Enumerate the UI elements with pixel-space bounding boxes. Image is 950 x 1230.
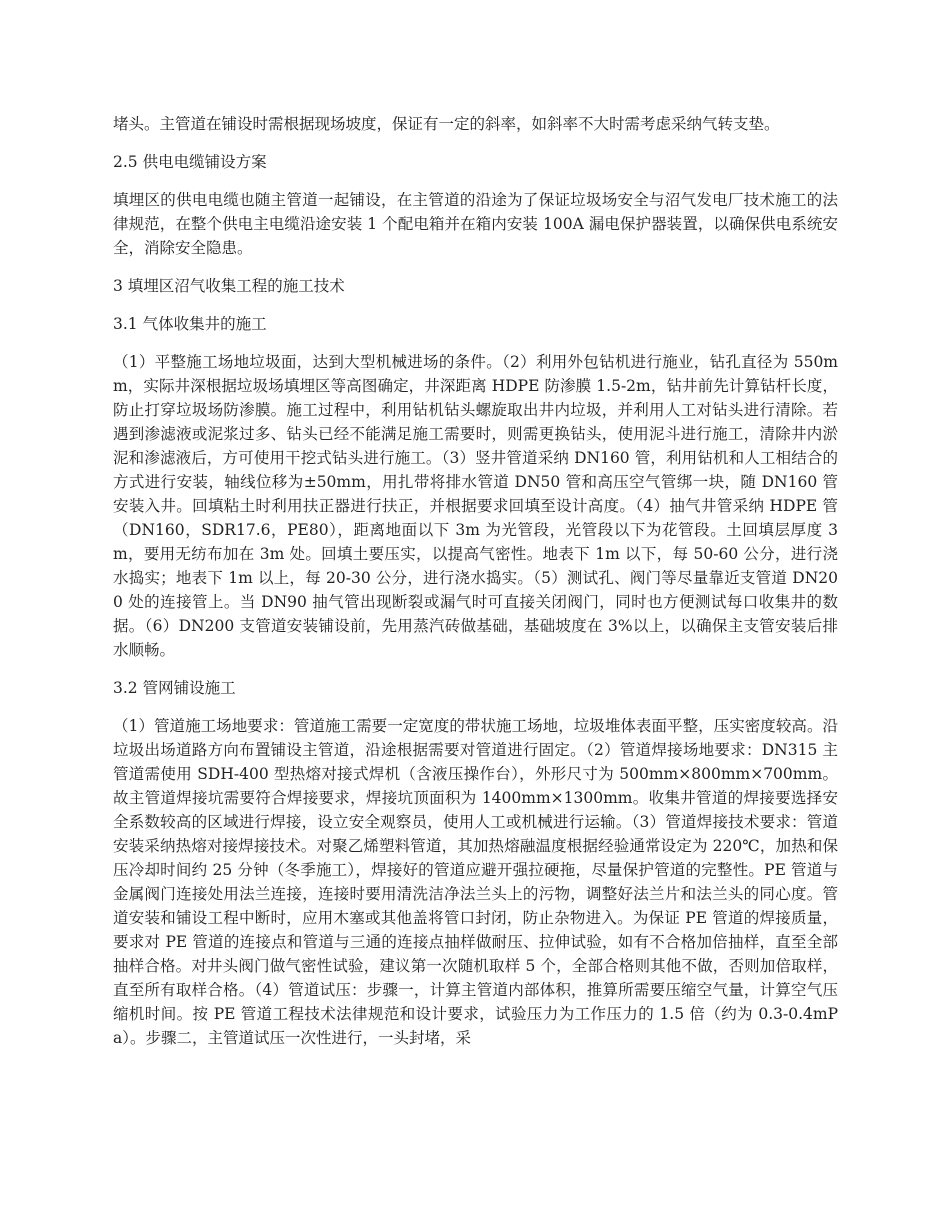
heading-3: 3 填埋区沼气收集工程的施工技术 <box>113 277 345 295</box>
para-pipe-network-construction: （1）管道施工场地要求：管道施工需要一定宽度的带状施工场地，垃圾堆体表面平整，压实密度较高。沿垃圾出场道路方向布置铺设主管道，沿途根据需要对管道进行固定。（2）管道焊接场地要求：DN315 主管道需使用 SDH-400 型热熔对接式焊机（含液压操作台），外形尺寸为 500mm×800mm×700mm。故主管道焊接坑需要符合焊接要求，焊接坑顶面积为 1400mm×1300mm。收集井管道的焊接要选择安全系数较高的区域进行焊接，设立安全观察员，使用人工或机械进行运输。（3）管道焊接技术要求：管道安装采纳热熔对接焊接技术。对聚乙烯塑料管道，其加热熔融温度根据经验通常设定为 220℃，加热和保压冷却时间约 25 分钟（冬季施工），焊接好的管道应避开强拉硬拖，尽量保护管道的完整性。PE 管道与金属阀门连接处用法兰连接，连接时要用清洗洁净法兰头上的污物，调整好法兰片和法兰头的同心度。管道安装和铺设工程中断时，应用木塞或其他盖将管口封闭，防止杂物进入。为保证 PE 管道的焊接质量，要求对 PE 管道的连接点和管道与三通的连接点抽样做耐压、拉伸试验，如有不合格加倍抽样，直至全部抽样合格。对井头阀门做气密性试验，建议第一次随机取样 5 个，全部合格则其他不做，否则加倍取样，直至所有取样合格。（4）管道试压：步骤一，计算主管道内部体积，推算所需要压缩空气量，计算空气压缩机时间。按 PE 管道工程技术法律规范和设计要求，试验压力为工作压力的 1.5 倍（约为 0.3-0.4mPa）。步骤二，主管道试压一次性进行，一头封堵，采 <box>113 717 838 1047</box>
heading-2-5: 2.5 供电电缆铺设方案 <box>113 153 267 171</box>
heading-3-2: 3.2 管网铺设施工 <box>113 679 236 697</box>
para-gas-well-construction: （1）平整施工场地垃圾面，达到大型机械进场的条件。（2）利用外包钻机进行施业，钻孔直径为 550mm，实际井深根据垃圾场填埋区等高图确定，井深距离 HDPE 防渗膜 1.5-2m，钻井前先计算钻杆长度，防止打穿垃圾场防渗膜。施工过程中，利用钻机钻头螺旋取出井内垃圾，并利用人工对钻头进行清除。若遇到渗滤液或泥浆过多、钻头已经不能满足施工需要时，则需更换钻头，使用泥斗进行施工，清除井内淤泥和渗滤液后，方可使用干挖式钻头进行施工。（3）竖井管道采纳 DN160 管，利用钻机和人工相结合的方式进行安装，轴线位移为±50mm，用扎带将排水管道 DN50 管和高压空气管绑一块，随 DN160 管安装入井。回填粘土时利用扶正器进行扶正，并根据要求回填至设计高度。（4）抽气井管采纳 HDPE 管（DN160，SDR17.6，PE80），距离地面以下 3m 为光管段，光管段以下为花管段。土回填层厚度 3m，要用无纺布加在 3m 处。回填土要压实，以提高气密性。地表下 1m 以下，每 50-60 公分，进行浇水捣实；地表下 1m 以上，每 20-30 公分，进行浇水捣实。（5）测试孔、阀门等尽量靠近支管道 DN200 处的连接管上。当 DN90 抽气管出现断裂或漏气时可直接关闭阀门，同时也方便测试每口收集井的数据。（6）DN200 支管道安装铺设前，先用蒸汽砖做基础，基础坡度在 3%以上，以确保主支管安装后排水顺畅。 <box>113 353 838 659</box>
para-power-cable: 填埋区的供电电缆也随主管道一起铺设，在主管道的沿途为了保证垃圾场安全与沼气发电厂技术施工的法律规范，在整个供电主电缆沿途安装 1 个配电箱并在箱内安装 100A 漏电保护器装置，以确保供电系统安全，消除安全隐患。 <box>113 191 838 257</box>
heading-3-1: 3.1 气体收集井的施工 <box>113 315 267 333</box>
para-continuation-main-pipe: 堵头。主管道在铺设时需根据现场坡度，保证有一定的斜率，如斜率不大时需考虑采纳气转支垫。 <box>113 115 780 133</box>
